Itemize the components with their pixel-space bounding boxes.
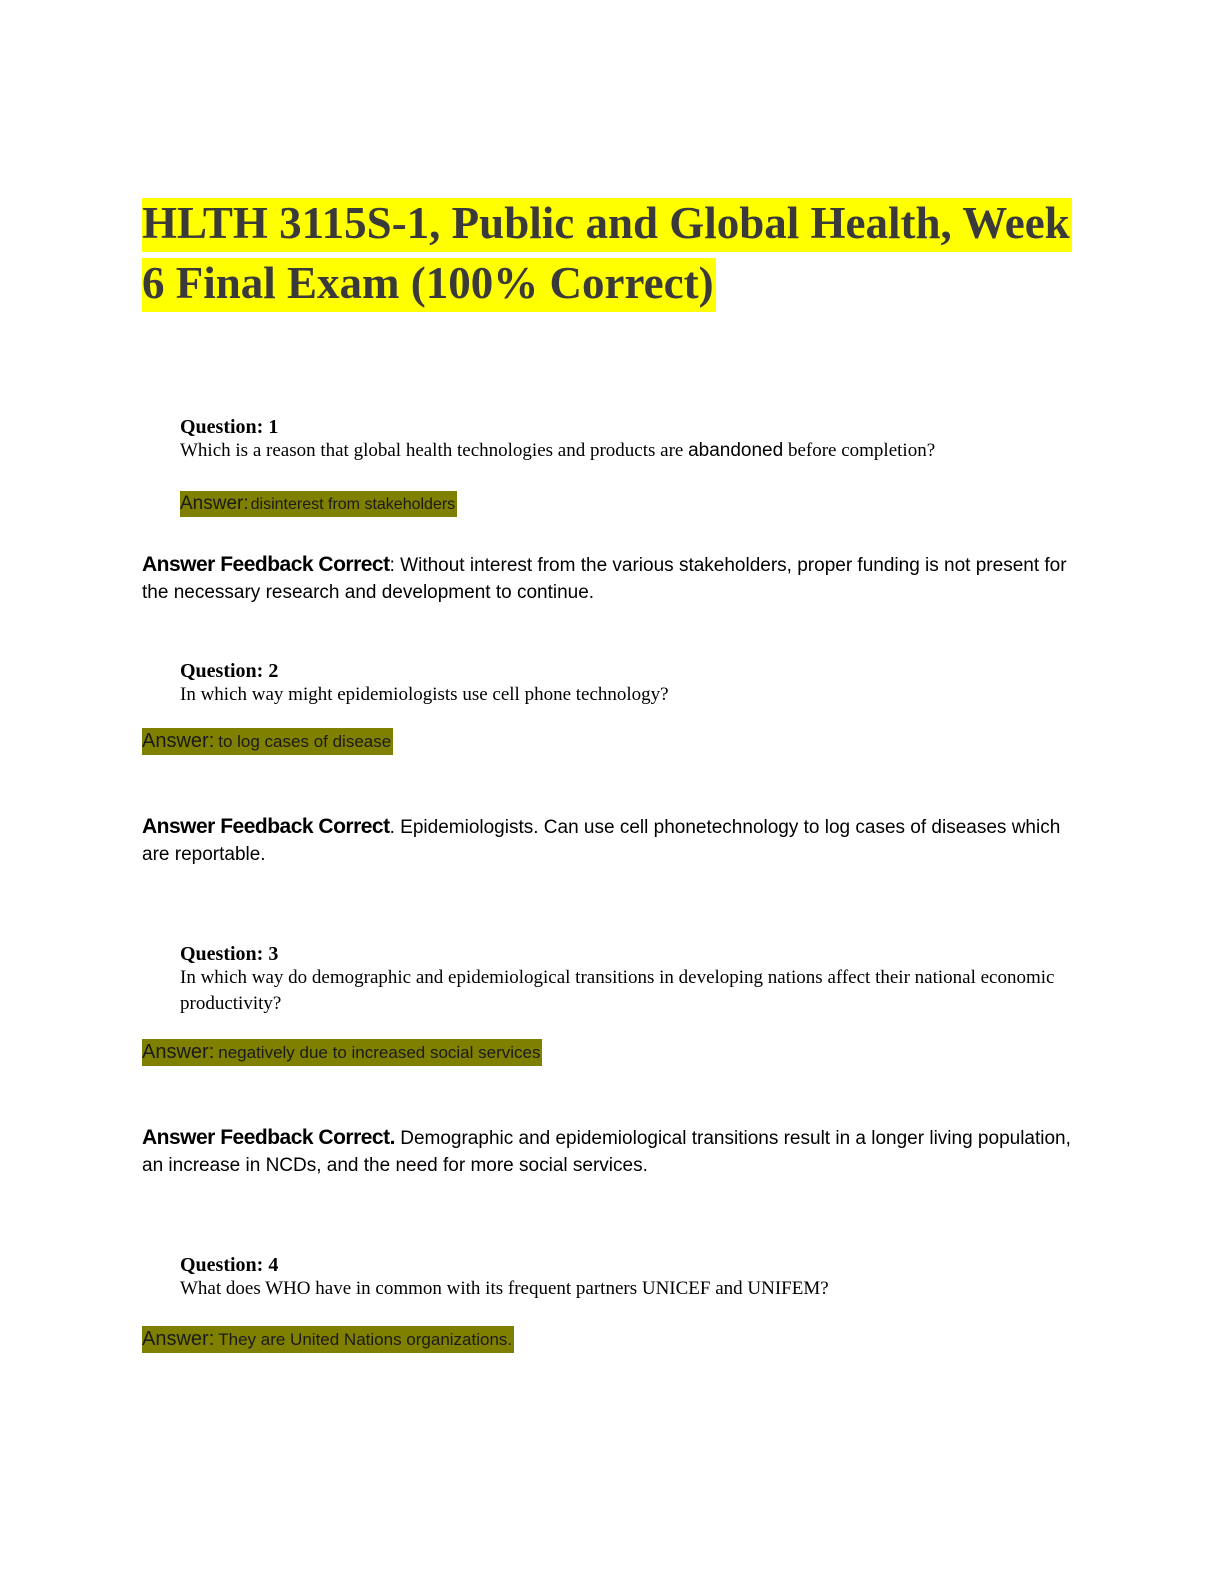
answer-value: They are United Nations organizations. xyxy=(218,1330,513,1349)
question-2-answer xyxy=(142,728,393,755)
question-3-feedback xyxy=(142,1124,1072,1179)
feedback-label: Answer Feedback Correct xyxy=(142,1126,390,1149)
question-1-text-emphasis: abandoned xyxy=(688,440,784,461)
question-4-text: What does WHO have in common with its frequent partners UNICEF and UNIFEM? xyxy=(180,1278,829,1299)
feedback-text: Demographic and epidemiological transitions result in a longer living population, an increase in NCDs, and the need for more social services. xyxy=(142,1128,1071,1176)
title-line-1: HLTH 3115S-1, Public and Global Health, Week xyxy=(142,198,1072,252)
feedback-text: Without interest from the various stakeholders, proper funding is not present for the necessary research and development to continue. xyxy=(142,555,1067,603)
question-3-text: In which way do demographic and epidemiological transitions in developing nations affect their national economic productivity? xyxy=(180,967,1055,1014)
answer-value: to log cases of disease xyxy=(218,732,392,751)
feedback-text: Epidemiologists. Can use cell phonetechnology to log cases of diseases which are reportable. xyxy=(142,817,1061,865)
question-3-label: Question: 3 xyxy=(180,943,279,965)
feedback-separator: . xyxy=(389,1126,395,1149)
feedback-separator: . xyxy=(389,817,395,838)
question-4-label: Question: 4 xyxy=(180,1254,279,1276)
question-1-label: Question: 1 xyxy=(180,416,279,438)
question-1-text-part-1: Which is a reason that global health technologies and products are xyxy=(180,440,689,461)
document-title xyxy=(142,193,1082,313)
question-1-text xyxy=(180,438,1070,464)
answer-label: Answer: xyxy=(142,730,215,752)
feedback-label: Answer Feedback Correct xyxy=(142,553,390,576)
question-1-answer xyxy=(180,491,457,517)
answer-label: Answer: xyxy=(142,1041,215,1063)
answer-value: disinterest from stakeholders xyxy=(250,496,456,513)
question-3-answer xyxy=(142,1039,542,1066)
question-1-feedback xyxy=(142,551,1072,606)
feedback-label: Answer Feedback Correct xyxy=(142,815,390,838)
question-2-label: Question: 2 xyxy=(180,660,279,682)
feedback-separator: : xyxy=(389,555,395,576)
question-2-text: In which way might epidemiologists use cell phone technology? xyxy=(180,684,669,705)
title-line-2: 6 Final Exam (100% Correct) xyxy=(142,258,716,312)
question-2-feedback xyxy=(142,813,1072,868)
answer-value: negatively due to increased social services xyxy=(218,1043,541,1062)
question-4-answer xyxy=(142,1326,514,1353)
answer-label: Answer: xyxy=(142,1328,215,1350)
question-1-text-part-2: before completion? xyxy=(783,440,936,461)
answer-label: Answer: xyxy=(180,493,249,514)
